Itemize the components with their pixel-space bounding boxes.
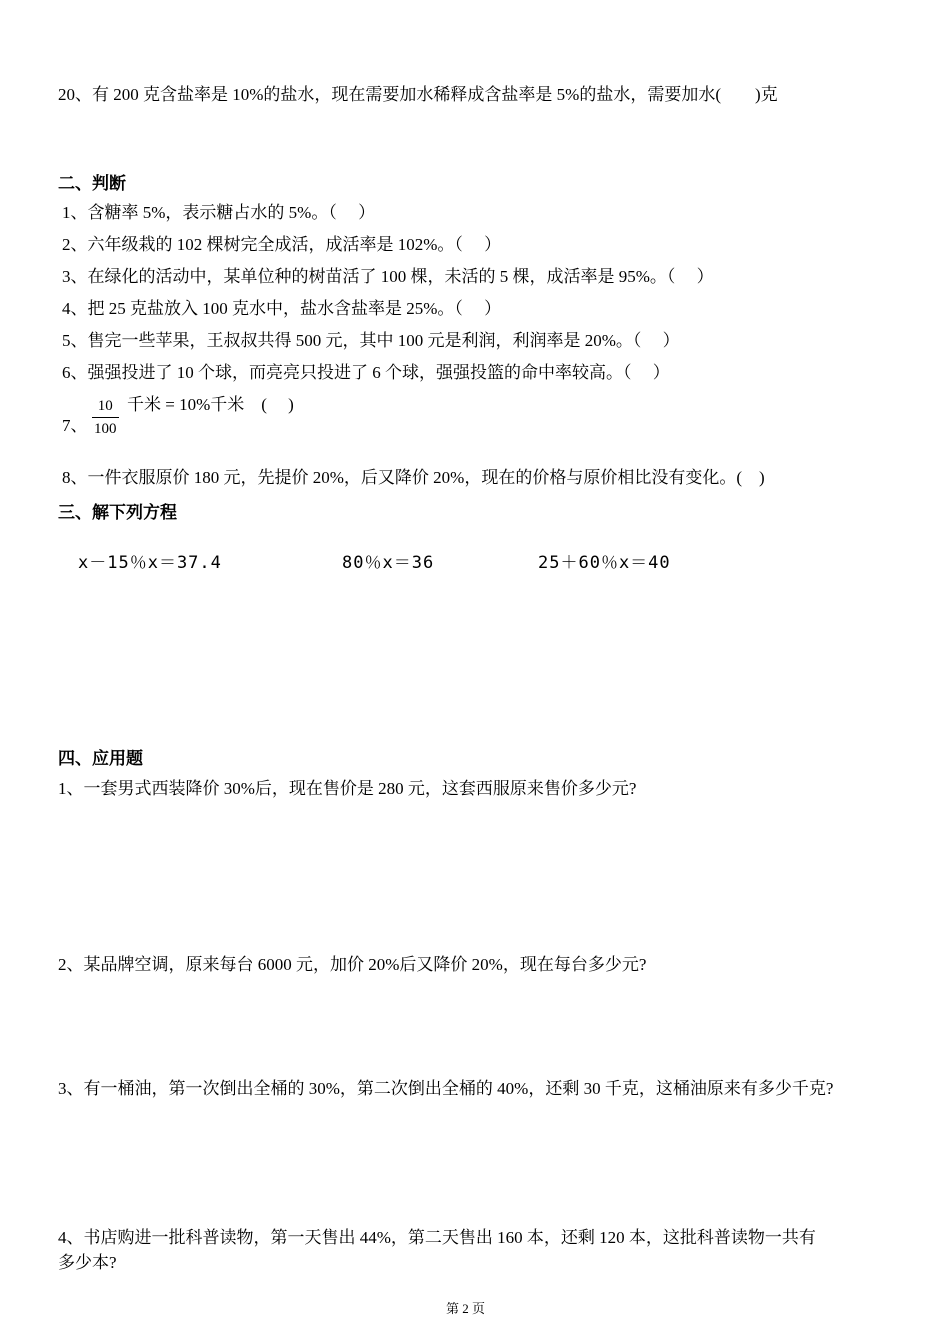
section-application-title: 四、应用题 (58, 749, 143, 768)
section-equations-title: 三、解下列方程 (58, 503, 177, 522)
judge-item-4: 4、把 25 克盐放入 100 克水中，盐水含盐率是 25%。（ ） (62, 299, 502, 318)
judge-item-6: 6、强强投进了 10 个球，而亮亮只投进了 6 个球，强强投篮的命中率较高。（ ） (62, 363, 670, 382)
question-20: 20、有 200 克含盐率是 10%的盐水，现在需要加水稀释成含盐率是 5%的盐水，需要加水( )克 (58, 85, 778, 104)
judge-item-5: 5、售完一些苹果，王叔叔共得 500 元，其中 100 元是利润，利润率是 20%。（ ） (62, 331, 680, 350)
judge-item-2: 2、六年级栽的 102 棵树完全成活，成活率是 102%。（ ） (62, 235, 502, 254)
page-number: 第 2 页 (446, 1301, 486, 1316)
fraction (92, 397, 119, 438)
fraction-numerator: 10 (97, 398, 113, 414)
judge-item-1: 1、含糖率 5%，表示糖占水的 5%。（ ） (62, 203, 376, 222)
fraction-denominator: 100 (94, 421, 117, 437)
application-question-4-line-2: 多少本? (58, 1253, 117, 1272)
judge-item-7-text: 千米 = 10%千米 ( ) (127, 395, 294, 414)
fraction-bar (92, 417, 119, 418)
equation-1: x－15％x＝37.4 (78, 553, 222, 573)
application-question-4-line-1: 4、书店购进一批科普读物，第一天售出 44%，第二天售出 160 本，还剩 120 本，这批科普读物一共有 (58, 1228, 816, 1247)
equation-3: 25＋60％x＝40 (538, 553, 671, 573)
application-question-2: 2、某品牌空调，原来每台 6000 元，加价 20%后又降价 20%，现在每台多少元? (58, 955, 647, 974)
section-judge-title: 二、判断 (58, 174, 126, 193)
equation-2: 80％x＝36 (342, 553, 435, 573)
judge-item-8: 8、一件衣服原价 180 元，先提价 20%，后又降价 20%，现在的价格与原价相比没有变化。( ) (62, 468, 765, 487)
judge-item-7-prefix: 7、 (62, 416, 88, 435)
application-question-3: 3、有一桶油，第一次倒出全桶的 30%，第二次倒出全桶的 40%，还剩 30 千克，这桶油原来有多少千克? (58, 1079, 834, 1098)
application-question-1: 1、一套男式西装降价 30%后，现在售价是 280 元，这套西服原来售价多少元? (58, 779, 637, 798)
judge-item-3: 3、在绿化的活动中，某单位种的树苗活了 100 棵，未活的 5 棵，成活率是 95%。（ ） (62, 267, 714, 286)
